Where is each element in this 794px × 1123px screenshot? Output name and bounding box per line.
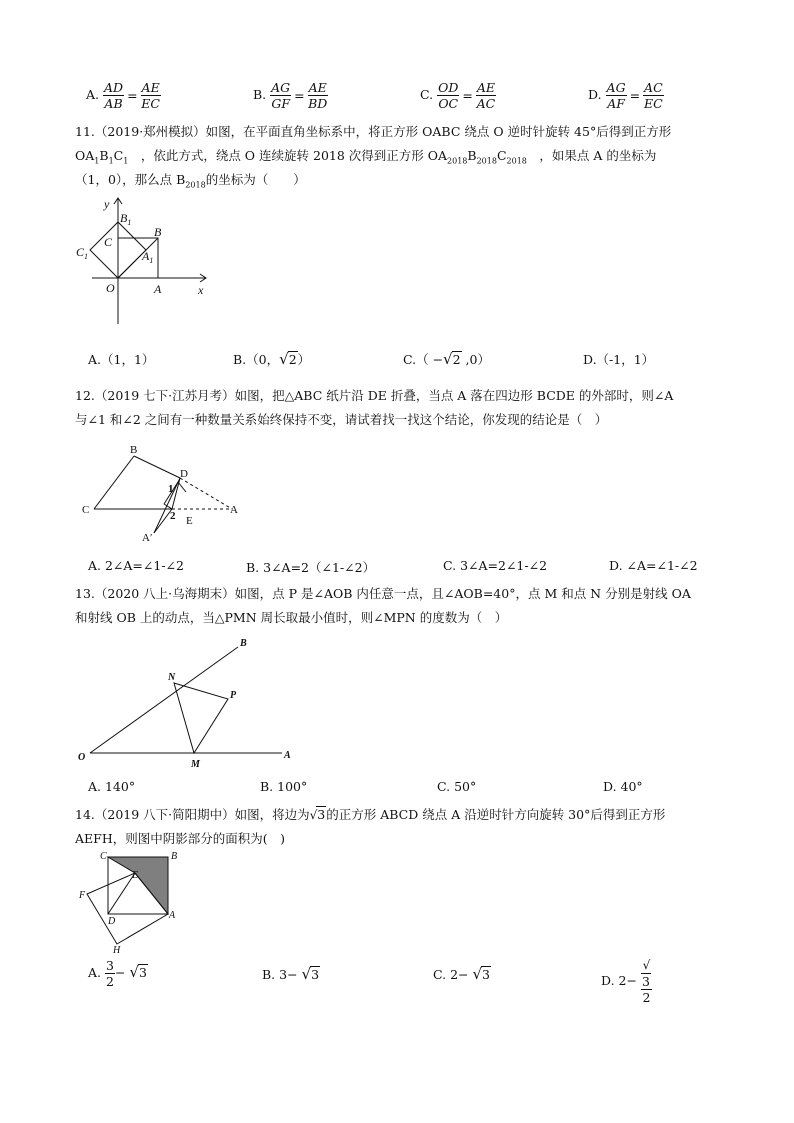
q11-line-3: （1，0），那么点 $B_{2018}$的坐标为（ ） [75,172,306,190]
fraction: $\frac{AD}{AB}$ [104,80,124,111]
q13-line-1: 13.（2020 八上·乌海期末）如图，点 P 是∠AOB 内任意一点，且∠AOB=40°，点 M 和点 N 分别是射线 OA [75,586,691,601]
label-b: B [154,225,162,239]
q13-line-2: 和射线 OB 上的动点，当△PMN 周长取最小值时，则∠MPN 的度数为（ ） [75,610,508,625]
q10-option-a[interactable] [86,80,161,111]
fraction: $\frac{3}{2}$ [106,958,114,989]
label-a: A [230,504,238,516]
label-c: C [104,235,113,249]
option-label: B. [253,87,267,102]
fraction: $\frac{AG}{GF}$ [271,80,291,111]
label-a: A [284,750,291,761]
fraction: √ 3 2 [641,958,651,1005]
label-b: B [171,851,178,862]
label-c1: $C_1$ [76,245,89,261]
label-a: A [154,282,162,296]
label-a1: $A_1$ [142,249,154,265]
label-d: D [180,468,188,480]
q13-option-b[interactable]: B. 100° [260,779,308,794]
q14-option-b[interactable]: B. 3− √3 [262,965,320,983]
label-d: D [108,916,116,927]
label-c: C [82,504,90,516]
label-h: H [113,945,121,956]
shaded-region [108,857,168,914]
equals-sign: = [629,88,641,103]
q11-option-c[interactable]: C.（ −√2 ,0） [403,350,490,368]
equals-sign: = [127,88,138,103]
q11-line-2: $OA_1B_1C_1$ ，依此方式，绕点 O 连续旋转 2018 次得到正方形 $OA_{2018}B_{2018}C_{2018}$ ，如果点 A 的坐标为 [75,148,657,166]
q11-line-1: 11.（2019·郑州模拟）如图，在平面直角坐标系中，将正方形 OABC 绕点 O 逆时针旋转 45°后得到正方形 [75,124,672,139]
q11-option-b[interactable]: B.（0，√2） [233,350,311,368]
fraction: $\frac{OD}{OC}$ [438,80,459,111]
label-e: E [132,870,139,881]
q10-option-b[interactable] [253,80,328,111]
q10-option-c[interactable] [420,80,496,111]
q14-line-1: 14.（2019 八下·简阳期中）如图，将边为√3的正方形 ABCD 绕点 A 沿逆时针方向旋转 30°后得到正方形 [75,807,666,822]
q13-option-d[interactable]: D. 40° [603,779,643,794]
q14-line-2: AEFH，则图中阴影部分的面积为( ) [75,831,285,846]
label-f: F [79,890,86,901]
fraction: $\frac{AE}{AC}$ [476,80,496,111]
label-a-prime: A′ [142,532,153,544]
q12-option-b[interactable]: B. 3∠A=2（∠1-∠2） [246,560,376,575]
equals-sign: = [462,88,473,103]
q10-option-d[interactable] [588,80,664,111]
label-b: B [130,444,138,456]
equals-sign: = [294,88,305,103]
fraction: $\frac{AE}{BD}$ [308,80,328,111]
q12-option-d[interactable]: D. ∠A=∠1-∠2 [609,558,698,573]
label-o: O [106,281,115,295]
label-o: O [78,752,86,763]
q14-option-d[interactable]: D. 2− √ 3 2 [601,958,651,1005]
q11-option-d[interactable]: D.（-1，1） [583,352,655,367]
q12-line-2: 与∠1 和∠2 之间有一种数量关系始终保持不变，请试着找一找这个结论，你发现的结论是（ ） [75,412,608,427]
q11-option-a[interactable]: A.（1，1） [88,352,155,367]
q13-option-a[interactable]: A. 140° [88,779,136,794]
label-p: P [230,690,237,701]
label-b: B [240,638,247,649]
q12-option-a[interactable]: A. 2∠A=∠1-∠2 [88,558,184,573]
q12-figure [72,440,252,548]
label-y: y [104,197,110,211]
fraction: $\frac{AE}{EC}$ [141,80,160,111]
option-label: C. [420,87,434,102]
q13-figure [72,632,302,774]
label-c: C [100,851,107,862]
q13-option-c[interactable]: C. 50° [437,779,477,794]
q12-line-1: 12.（2019 七下·江苏月考）如图，把△ABC 纸片沿 DE 折叠，当点 A 落在四边形 BCDE 的外部时，则∠A [75,388,674,403]
label-n: N [168,672,176,683]
fraction: $\frac{AC}{EC}$ [643,80,663,111]
label-angle-2: 2 [170,510,176,522]
label-a: A [169,910,176,921]
label-m: M [191,759,200,770]
label-x: x [198,283,204,297]
fraction: $\frac{AG}{AF}$ [606,80,626,111]
label-angle-1: 1 [168,483,174,495]
q14-figure [76,848,186,960]
q11-figure [70,192,215,332]
option-label: A. [86,87,100,102]
option-label: D. [588,87,602,102]
q14-option-c[interactable]: C. 2− √3 [433,965,490,983]
label-b1: $B_1$ [120,211,132,227]
q12-option-c[interactable]: C. 3∠A=2∠1-∠2 [443,558,548,573]
q14-option-a[interactable]: A. $\frac{3}{2}$ − √3 [88,958,147,989]
label-e: E [186,515,193,527]
